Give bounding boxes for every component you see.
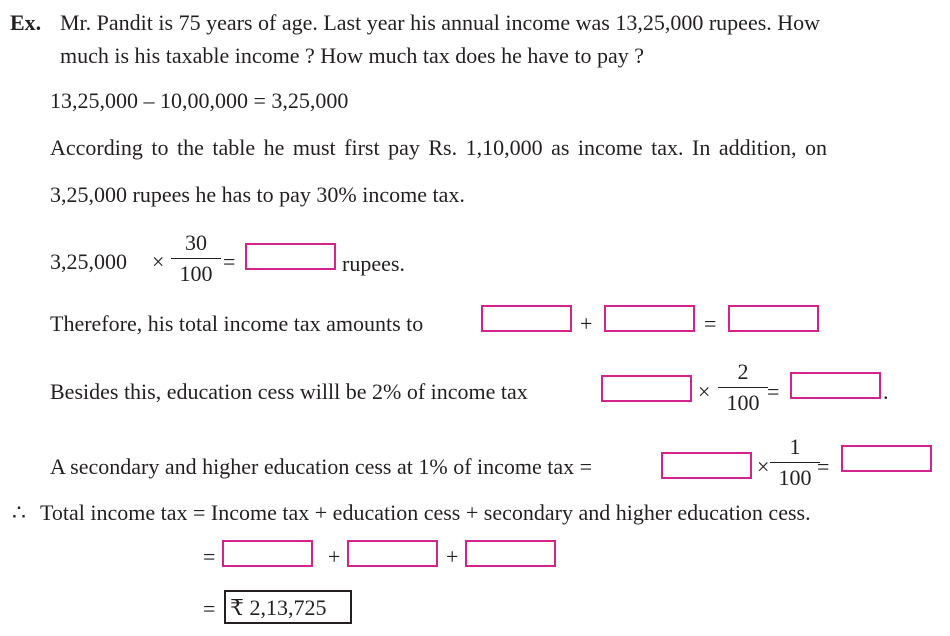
step2-box-2[interactable] <box>604 305 695 332</box>
explanation-line-2: 3,25,000 rupees he has to pay 30% income tax. <box>50 182 465 207</box>
question-line-1: Mr. Pandit is 75 years of age. Last year his annual income was 13,25,000 rupees. How <box>60 10 821 35</box>
step2-box-1[interactable] <box>481 305 572 332</box>
step4-fraction-bar <box>770 462 820 463</box>
question-line-2: much is his taxable income ? How much tax does he have to pay ? <box>60 43 645 68</box>
step4-equals: = <box>817 454 830 479</box>
step4-times-sign: × <box>757 454 770 479</box>
step4-text: A secondary and higher education cess at 1% of income tax = <box>50 454 593 479</box>
total-plus-2: + <box>446 544 459 569</box>
step3-times-sign: × <box>698 379 711 404</box>
total-box-income-tax[interactable] <box>222 540 313 567</box>
step1-answer-box[interactable] <box>245 243 336 270</box>
step2-equals: = <box>704 311 717 336</box>
step1-fraction-bar <box>171 258 221 259</box>
total-equals-1: = <box>203 544 216 569</box>
total-plus-1: + <box>328 544 341 569</box>
step4-box-income-tax[interactable] <box>661 452 752 479</box>
step3-box-income-tax[interactable] <box>601 375 692 402</box>
step1-unit: rupees. <box>342 251 405 276</box>
step1-amount: 3,25,000 <box>50 249 127 274</box>
therefore-symbol: ∴ <box>12 500 26 525</box>
step4-fraction-denominator: 100 <box>778 465 812 490</box>
step3-box-education-cess[interactable] <box>790 372 881 399</box>
final-answer: ₹ 2,13,725 <box>230 595 327 620</box>
total-box-higher-education-cess[interactable] <box>465 540 556 567</box>
step2-text: Therefore, his total income tax amounts to <box>50 311 424 336</box>
step1-fraction <box>171 232 221 285</box>
step2-box-total[interactable] <box>728 305 819 332</box>
step3-period: . <box>883 379 889 404</box>
step1-equals: = <box>223 249 236 274</box>
explanation-line-1: According to the table he must first pay Rs. 1,10,000 as income tax. In addition, on <box>50 135 827 160</box>
total-income-tax-statement: Total income tax = Income tax + education cess + secondary and higher education cess. <box>40 500 811 525</box>
taxable-income-calculation: 13,25,000 – 10,00,000 = 3,25,000 <box>50 88 349 113</box>
step4-fraction <box>770 436 820 489</box>
total-box-education-cess[interactable] <box>347 540 438 567</box>
step3-text: Besides this, education cess willl be 2% of income tax <box>50 379 528 404</box>
step1-fraction-denominator: 100 <box>179 261 213 286</box>
step4-fraction-numerator: 1 <box>789 434 801 459</box>
step4-box-higher-education-cess[interactable] <box>841 445 932 472</box>
step1-times-sign: × <box>152 249 165 274</box>
step2-plus: + <box>580 311 593 336</box>
step3-fraction <box>718 361 768 414</box>
step1-fraction-numerator: 30 <box>185 230 207 255</box>
step3-fraction-numerator: 2 <box>737 359 749 384</box>
total-equals-2: = <box>203 596 216 621</box>
final-answer-box <box>224 590 352 624</box>
step3-equals: = <box>767 379 780 404</box>
step3-fraction-denominator: 100 <box>726 390 760 415</box>
step3-fraction-bar <box>718 387 768 388</box>
example-label: Ex. <box>10 10 42 35</box>
